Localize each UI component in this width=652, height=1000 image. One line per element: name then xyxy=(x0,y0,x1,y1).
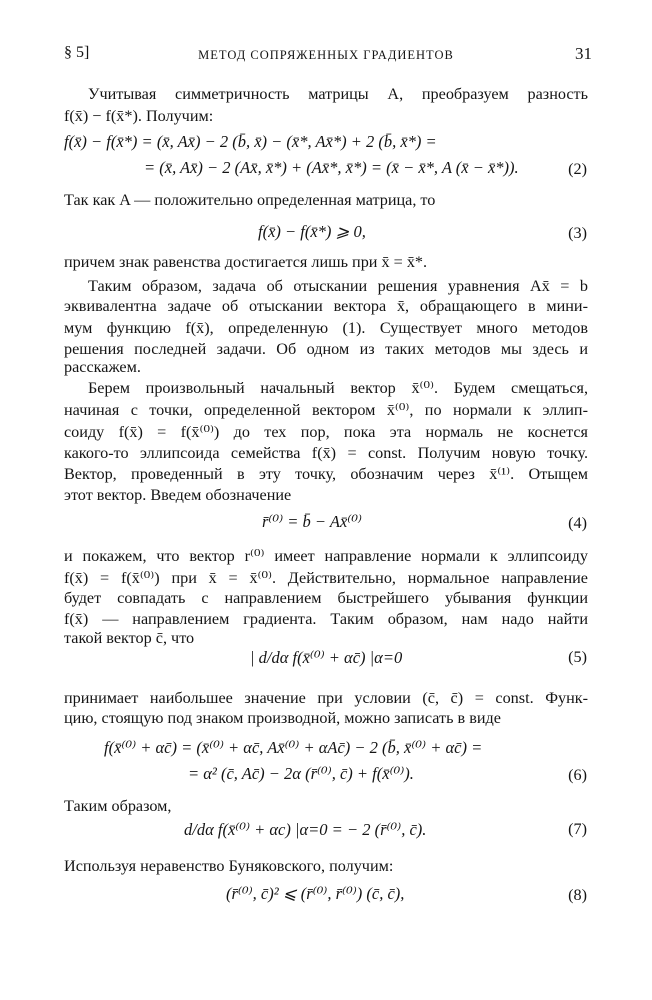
text-line: решения последней задачи. Об одном из таких методов мы здесь и xyxy=(64,340,588,358)
text-line: Таким образом, задача об отыскании решения уравнения Ax̄ = b xyxy=(88,277,588,295)
text-line: этот вектор. Введем обозначение xyxy=(64,486,292,504)
text-line: будет совпадать с направлением быстрейшего убывания функции xyxy=(64,589,588,607)
text-line: соиду f(x̄) = f(x̄⁽⁰⁾) до тех пор, пока эта нормаль не коснется xyxy=(64,423,588,441)
text-line: Берем произвольный начальный вектор x̄⁽⁰⁾. Будем смещаться, xyxy=(88,379,588,397)
running-title: МЕТОД СОПРЯЖЕННЫХ ГРАДИЕНТОВ xyxy=(198,48,454,62)
formula-line: f(x̄) − f(x̄*) = (x̄, Ax̄) − 2 (b̄, x̄) − (x̄*, Ax̄*) + 2 (b̄, x̄*) = xyxy=(64,132,437,151)
formula-line: = α² (c̄, Ac̄) − 2α (r̄⁽⁰⁾, c̄) + f(x̄⁽⁰⁾). xyxy=(188,764,414,783)
equation-number: (6) xyxy=(568,766,587,784)
text-line: и покажем, что вектор r⁽⁰⁾ имеет направление нормали к эллипсоиду xyxy=(64,547,588,565)
equation-number: (7) xyxy=(568,820,587,838)
text-line: f(x̄) = f(x̄⁽⁰⁾) при x̄ = x̄⁽⁰⁾. Действительно, нормальное направление xyxy=(64,569,588,587)
equation-number: (8) xyxy=(568,886,587,904)
formula-line: r̄⁽⁰⁾ = b̄ − Ax̄⁽⁰⁾ xyxy=(262,512,362,531)
text-line: такой вектор c̄, что xyxy=(64,629,195,647)
text-line: Используя неравенство Буняковского, получим: xyxy=(64,857,394,875)
text-line: начиная с точки, определенной вектором x̄⁽⁰⁾, по нормали к эллип- xyxy=(64,401,588,419)
text-line: цию, стоящую под знаком производной, можно записать в виде xyxy=(64,709,501,727)
text-line: мум функцию f(x̄), определенную (1). Существует много методов xyxy=(64,319,588,337)
text-line: f(x̄) — направлением градиента. Таким образом, нам надо найти xyxy=(64,610,588,628)
formula-line: f(x̄) − f(x̄*) ⩾ 0, xyxy=(258,222,366,241)
text-line: какого-то эллипсоида семейства f(x̄) = const. Получим новую точку. xyxy=(64,444,588,462)
text-line: Вектор, проведенный в эту точку, обозначим через x̄⁽¹⁾. Отыщем xyxy=(64,465,588,483)
text-line: Так как A — положительно определенная матрица, то xyxy=(64,191,436,209)
text-line: принимает наибольшее значение при условии (c̄, c̄) = const. Функ- xyxy=(64,689,588,707)
text-line: Учитывая симметричность матрицы A, преобразуем разность xyxy=(88,85,588,103)
section-marker: § 5] xyxy=(64,44,90,61)
equation-number: (4) xyxy=(568,514,587,532)
formula-line: f(x̄⁽⁰⁾ + αc̄) = (x̄⁽⁰⁾ + αc̄, Ax̄⁽⁰⁾ + αAc̄) − 2 (b̄, x̄⁽⁰⁾ + αc̄) = xyxy=(104,738,483,757)
equation-number: (2) xyxy=(568,160,587,178)
text-line: причем знак равенства достигается лишь при x̄ = x̄*. xyxy=(64,253,428,271)
text-line: эквивалентна задаче об отыскании вектора x̄, обращающего в мини- xyxy=(64,297,588,315)
text-line: расскажем. xyxy=(64,358,141,376)
page-number: 31 xyxy=(575,44,592,63)
text-line: Таким образом, xyxy=(64,797,172,815)
formula-line: (r̄⁽⁰⁾, c̄)² ⩽ (r̄⁽⁰⁾, r̄⁽⁰⁾) (c̄, c̄), xyxy=(226,884,405,903)
equation-number: (3) xyxy=(568,224,587,242)
formula-line: = (x̄, Ax̄) − 2 (Ax̄, x̄*) + (Ax̄*, x̄*) = (x̄ − x̄*, A (x̄ − x̄*)). xyxy=(144,158,519,177)
formula-line: d/dα f(x̄⁽⁰⁾ + αc) |α=0 = − 2 (r̄⁽⁰⁾, c̄). xyxy=(184,820,427,839)
equation-number: (5) xyxy=(568,648,587,666)
formula-line: | d/dα f(x̄⁽⁰⁾ + αc̄) |α=0 xyxy=(250,648,403,667)
text-line: f(x̄) − f(x̄*). Получим: xyxy=(64,107,214,125)
